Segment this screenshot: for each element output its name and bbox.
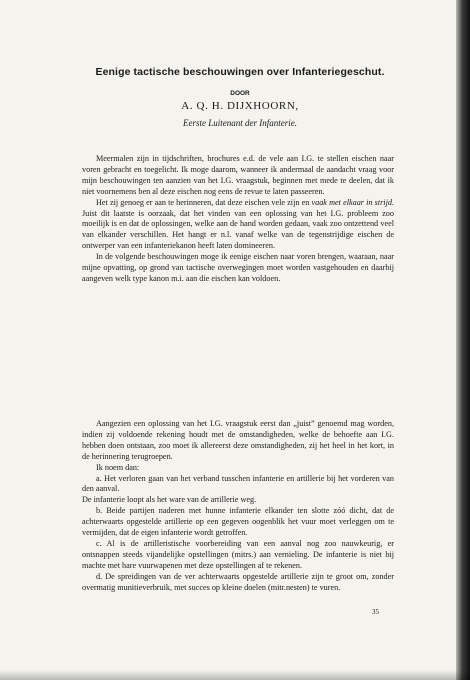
- list-item: a. Het verloren gaan van het verband tusschen infanterie en artillerie bij het vorderen van den aanval.: [82, 473, 394, 494]
- paragraph-text: Het zij genoeg er aan te herinneren, dat deze eischen vele zijn en: [96, 197, 312, 207]
- list-item: d. De spreidingen van de ver achterwaarts opgestelde artillerie zijn te groot om, zonder overmatig munitieverbruik, met succes op kleine doelen (mitr.nesten) te vuren.: [82, 571, 394, 592]
- author-rank: Eerste Luitenant der Infanterie.: [183, 118, 297, 128]
- list-item: b. Beide partijen naderen met hunne infanterie elkander ten slotte zóó dicht, dat de achterwaarts opgestelde artillerie op een gegeven oogenblik het vuur moet verleggen om te vermijden, dat de eigen infanterie wordt getroffen.: [82, 506, 394, 538]
- byline-label: DOOR: [230, 90, 250, 97]
- paragraph: Ik noem dan:: [96, 462, 140, 472]
- circumstances-section: [82, 419, 394, 594]
- paragraph-text: Juist dit laatste is oorzaak, dat het vinden van een oplossing van het I.G. probleem zoo moeilijk is en dat de oplossingen, welke aan de hand worden gedaan, vaak zoo ontzettend veel van elkander verschillen. Het hangt er n.l. vanaf welke van de tegenstrijdige eischen de ontwerper van een infanteriekanon heeft laten domineeren.: [82, 208, 394, 251]
- article-title: Eenige tactische beschouwingen over Infanteriegeschut.: [95, 66, 385, 78]
- emphasis-text: vaak met elkaar in strijd.: [311, 197, 394, 207]
- list-item-note: De infanterie loopt als het ware van de artillerie weg.: [82, 495, 257, 505]
- page-number: 35: [372, 608, 379, 616]
- paragraph: Aangezien een oplossing van het I.G. vraagstuk eerst dan „juist” genoemd mag worden, indien zij voldoende rekening houdt met de omstandigheden, welke de behoefte aan I.G. hebben doen ontstaan, zoo moet ik allereerst deze omstandigheden, zij het heel in het kort, in de herinnering terugroepen.: [82, 419, 394, 461]
- book-gutter: [456, 0, 470, 680]
- introduction-section: [82, 154, 394, 285]
- paragraph: In de volgende beschouwingen moge ik eenige eischen naar voren brengen, waaraan, naar mijne opvatting, op grond van tactische overwegingen moet worden vastgehouden en daarbij aangeven welk type kanon m.i. aan die eischen kan voldoen.: [82, 252, 394, 283]
- paragraph: Meermalen zijn in tijdschriften, brochures e.d. de vele aan I.G. te stellen eischen naar voren gebracht en toegelicht. Ik moge daarom, wanneer ik andermaal de aandacht vraag voor mijn beschouwingen ten aanzien van het I.G. vraagstuk, beginnen met mede te deelen, dat ik niet voornemens ben al deze eischen nog eens de revue te laten passeeren.: [82, 154, 394, 196]
- author-name: A. Q. H. DIJXHOORN,: [181, 100, 299, 112]
- page-edge-shadow: [0, 670, 470, 680]
- paragraph: [82, 198, 394, 253]
- list-item: c. Al is de artilleristische voorbereiding van een aanval nog zoo nauwkeurig, er ontsnappen steeds vijandelijke opstellingen (mitrs.) aan vernieling. De infanterie is niet bij machte met hare vuurwapenen met deze opstellingen af te rekenen.: [82, 538, 394, 570]
